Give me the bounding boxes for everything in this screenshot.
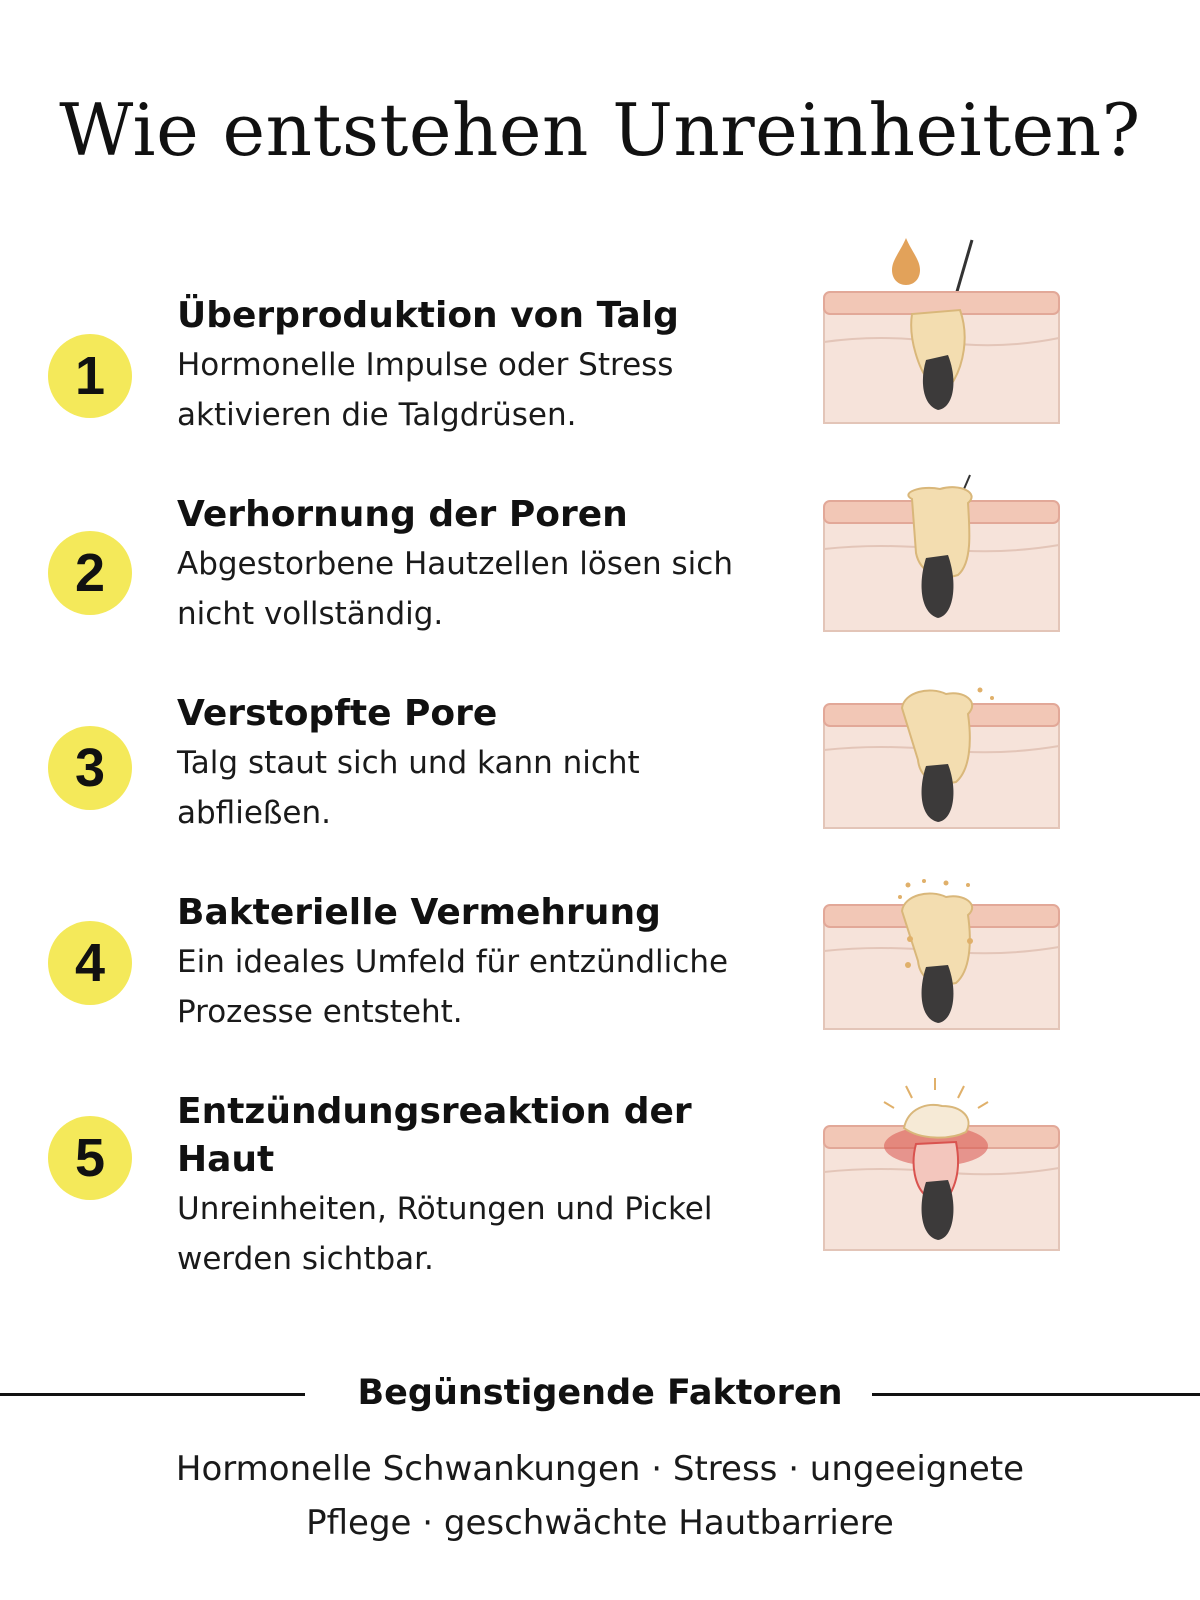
step-description-line: Talg staut sich und kann nicht: [177, 745, 640, 781]
step-description-line: abfließen.: [177, 795, 331, 831]
step-text: [177, 1088, 797, 1284]
step-text: [177, 889, 797, 1037]
step-description-line: werden sichtbar.: [177, 1241, 434, 1277]
step-heading: Bakterielle Vermehrung: [177, 892, 661, 933]
skin-pore-keratin-icon: [820, 463, 1080, 638]
step-description-line: Prozesse entsteht.: [177, 994, 463, 1030]
step-description-line: Unreinheiten, Rötungen und Pickel: [177, 1191, 713, 1227]
page-title: Wie entstehen Unreinheiten?: [59, 88, 1141, 172]
skin-sebum-drop-icon: [820, 230, 1080, 430]
factors-line: Hormonelle Schwankungen · Stress · ungeeignete: [175, 1449, 1025, 1489]
factors-text: [150, 1442, 1050, 1550]
step-description-line: Ein ideales Umfeld für entzündliche: [177, 944, 729, 980]
step-2: [0, 493, 1200, 713]
factors-title: Begünstigende Faktoren: [357, 1373, 843, 1413]
step-description-line: Hormonelle Impulse oder Stress: [177, 347, 674, 383]
step-number-badge: 3: [48, 726, 132, 810]
step-text: [177, 292, 797, 440]
step-number-badge: 2: [48, 531, 132, 615]
step-text: [177, 690, 797, 838]
factors-line: Pflege · geschwächte Hautbarriere: [306, 1503, 894, 1543]
step-description-line: aktivieren die Talgdrüsen.: [177, 397, 577, 433]
step-number-badge: 4: [48, 921, 132, 1005]
skin-bacteria-icon: [820, 879, 1080, 1037]
step-number-badge: 1: [48, 334, 132, 418]
step-5: [0, 1090, 1200, 1310]
step-description-line: Abgestorbene Hautzellen lösen sich: [177, 546, 733, 582]
step-heading: Verstopfte Pore: [177, 693, 498, 734]
step-text: [177, 491, 797, 639]
step-number-badge: 5: [48, 1116, 132, 1200]
step-heading: Verhornung der Poren: [177, 494, 628, 535]
skin-inflammation-icon: [820, 1076, 1080, 1256]
skin-clogged-pore-icon: [820, 686, 1080, 836]
step-heading: Entzündungsreaktion der Haut: [177, 1091, 692, 1180]
step-heading: Überproduktion von Talg: [177, 295, 679, 336]
step-description-line: nicht vollständig.: [177, 596, 444, 632]
